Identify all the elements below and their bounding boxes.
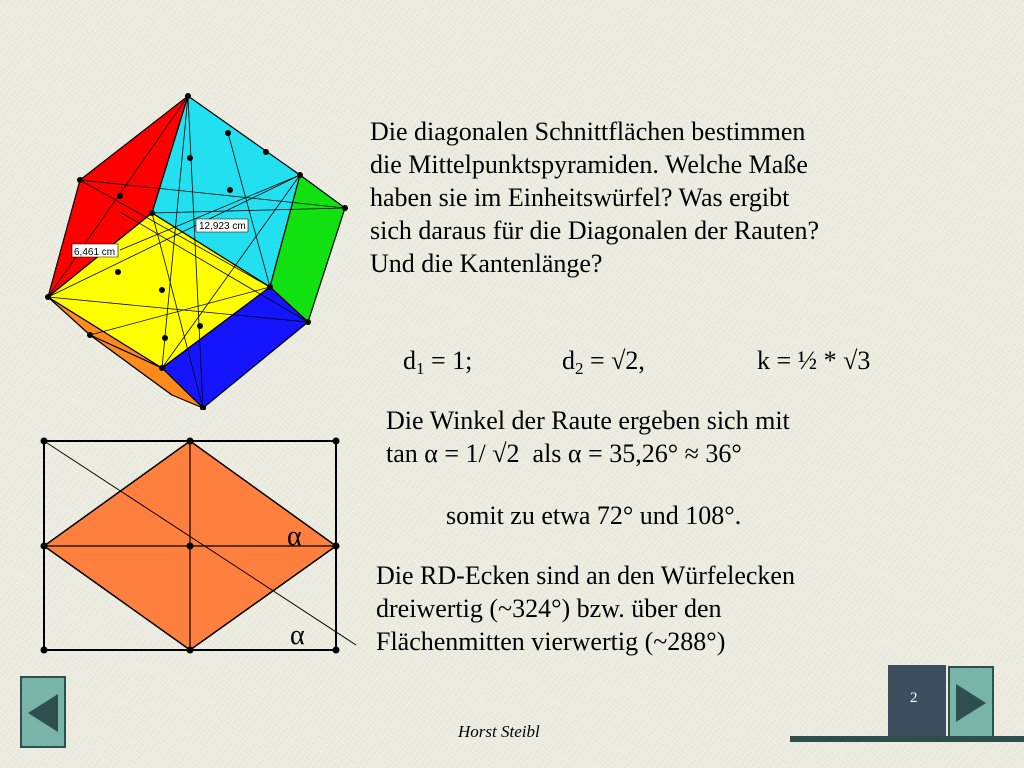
rhombus-cross-section-figure — [36, 434, 366, 658]
vertex-paragraph — [376, 559, 795, 658]
rhombic-dodecahedron-figure — [40, 90, 350, 410]
next-slide-button[interactable] — [948, 666, 994, 738]
label-6461: 6,461 cm — [74, 247, 116, 258]
alpha-label-top: α — [287, 521, 302, 552]
prev-slide-button[interactable] — [20, 676, 66, 748]
triangle-right-icon — [950, 668, 992, 736]
author-name: Horst Steibl — [458, 722, 540, 741]
formula-d1: $d_1 = 1$; — [403, 346, 473, 378]
intro-line: Und die Kantenlänge? — [370, 249, 603, 278]
angle-line: Die Winkel der Raute ergeben sich mit — [386, 406, 790, 435]
vertex-line: Die RD-Ecken sind an den Würfelecken — [376, 561, 795, 590]
page-number: 2 — [910, 690, 918, 706]
intro-line: sich daraus für die Diagonalen der Rauten? — [370, 216, 820, 245]
angle-line: tan α = 1/ √2 als α = 35,26° ≈ 36° — [386, 439, 742, 468]
vertex-line: dreiwertig (~324°) bzw. über den — [376, 594, 722, 623]
footer-bar — [790, 736, 1024, 742]
angle-paragraph — [386, 404, 790, 470]
formula-k: k = ½ * √3 — [757, 346, 871, 375]
label-12923: 12,923 cm — [199, 221, 246, 232]
intro-line: haben sie im Einheitswürfel? Was ergibt — [370, 183, 790, 212]
vertex-line: Flächenmitten vierwertig (~288°) — [376, 627, 726, 656]
intro-paragraph — [370, 115, 819, 280]
triangle-left-icon — [22, 678, 64, 746]
intro-line: Die diagonalen Schnittflächen bestimmen — [370, 117, 806, 146]
intro-line: die Mittelpunktspyramiden. Welche Maße — [370, 150, 808, 179]
alpha-label-bottom: α — [290, 620, 305, 651]
formula-d2: $d_2 = √2$, — [562, 346, 645, 378]
angle-result: somit zu etwa 72° und 108°. — [446, 501, 742, 530]
